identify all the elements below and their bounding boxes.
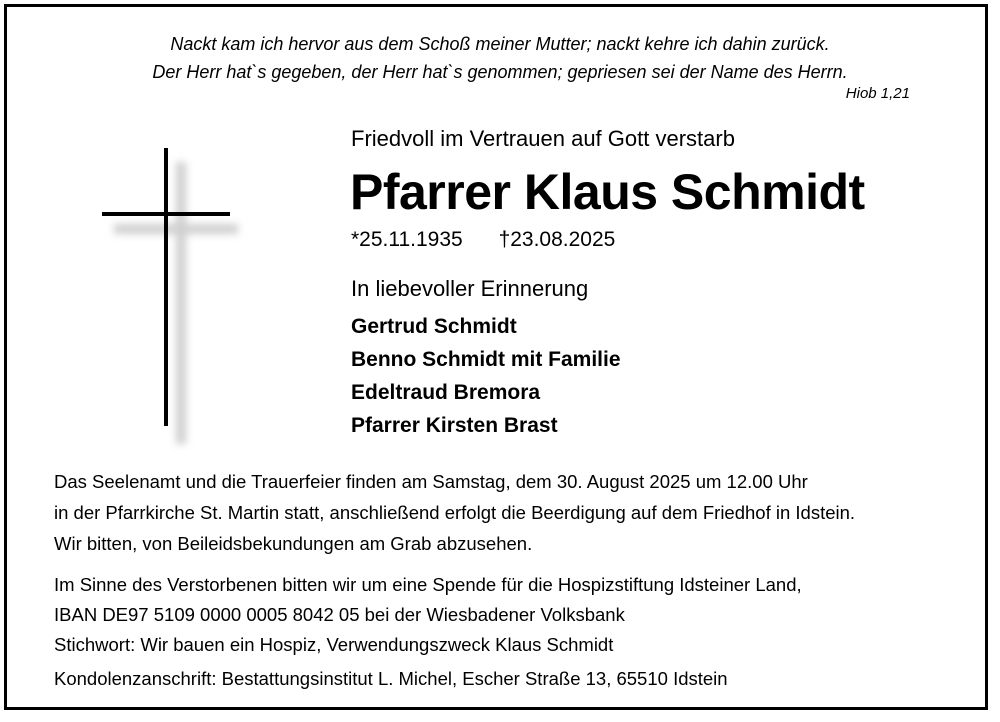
verse-line-2: Der Herr hat`s gegeben, der Herr hat`s genommen; gepriesen sei der Name des Herrn. [152,62,848,82]
cross-beam-vertical [164,148,168,426]
deceased-name: Pfarrer Klaus Schmidt [350,164,865,220]
life-dates [351,228,615,252]
service-details [54,466,855,559]
verse-line-1: Nackt kam ich hervor aus dem Schoß meiner Mutter; nackt kehre ich dahin zurück. [170,34,830,54]
service-line: Wir bitten, von Beileidsbekundungen am Grab abzusehen. [54,533,533,554]
donation-line: IBAN DE97 5109 0000 0005 8042 05 bei der Wiesbadener Volksbank [54,604,625,625]
donation-line: Im Sinne des Verstorbenen bitten wir um eine Spende für die Hospizstiftung Idsteiner Land, [54,574,802,595]
cross-beam-horizontal [102,212,230,216]
mourner-name: Gertrud Schmidt [351,315,517,338]
memory-heading: In liebevoller Erinnerung [351,276,589,301]
condolence-address: Kondolenzanschrift: Bestattungsinstitut L. Michel, Escher Straße 13, 65510 Idstein [54,668,728,689]
death-date: †23.08.2025 [498,228,616,251]
cross-icon [100,148,240,448]
mourners-list [351,310,621,442]
donation-line: Stichwort: Wir bauen ein Hospiz, Verwendungszweck Klaus Schmidt [54,634,614,655]
mourner-name: Pfarrer Kirsten Brast [351,414,558,437]
service-line: Das Seelenamt und die Trauerfeier finden am Samstag, dem 30. August 2025 um 12.00 Uhr [54,471,808,492]
verse-reference: Hiob 1,21 [845,85,910,102]
service-line: in der Pfarrkirche St. Martin statt, anschließend erfolgt die Beerdigung auf dem Friedhof in Idstein. [54,502,856,523]
cross-shadow-horizontal [114,224,238,234]
mourner-name: Edeltraud Bremora [351,381,541,404]
bible-verse [0,30,1000,86]
birth-date: *25.11.1935 [351,228,463,251]
donation-details [54,570,802,660]
mourner-name: Benno Schmidt mit Familie [351,348,621,371]
cross-shadow-vertical [176,162,186,444]
intro-text: Friedvoll im Vertrauen auf Gott verstarb [351,126,735,151]
